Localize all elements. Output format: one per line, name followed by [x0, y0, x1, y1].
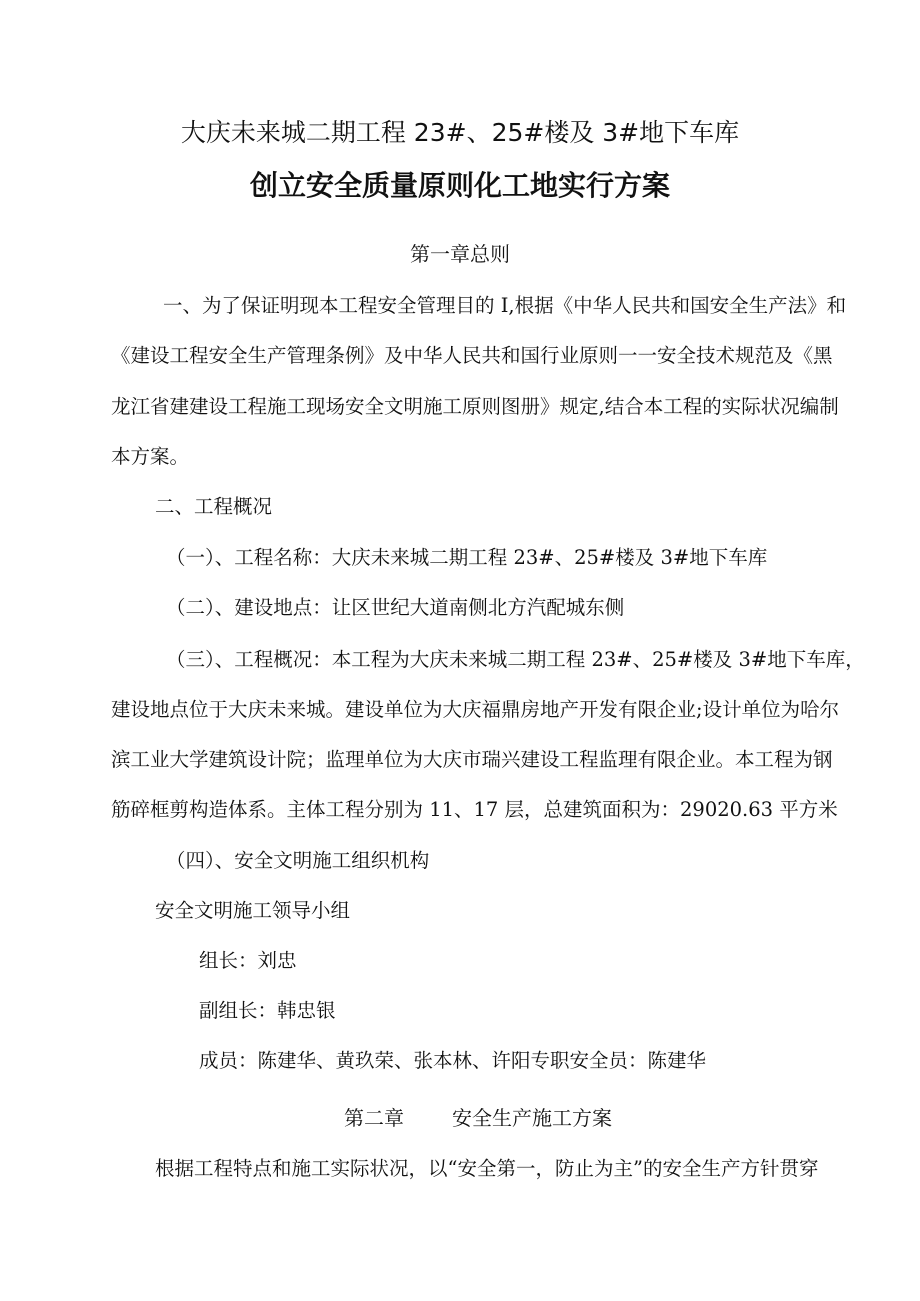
item4-heading: （四）、安全文明施工组织机构	[166, 849, 430, 872]
para1-line3: 龙江省建建设工程施工现场安全文明施工原则图册》规定,结合本工程的实际状况编制	[111, 395, 839, 418]
document-title-line2: 创立安全质量原则化工地实行方案	[249, 169, 670, 202]
item3-line4: 筋碎框剪构造体系。主体工程分别为 11、17 层，总建筑面积为：29020.63 平方米	[111, 798, 838, 821]
item2-location: （二）、建设地点：让区世纪大道南侧北方汽配城东侧	[166, 596, 625, 619]
chapter2-heading	[344, 1105, 612, 1131]
para1-line4: 本方案。	[111, 445, 190, 468]
section2-heading: 二、工程概况	[155, 495, 273, 518]
item3-line1: （三）、工程概况：本工程为大庆未来城二期工程 23#、25#楼及 3#地下车库，	[166, 648, 865, 671]
group-title: 安全文明施工领导小组	[155, 899, 351, 922]
item3-line2: 建设地点位于大庆未来城。建设单位为大庆福鼎房地产开发有限企业;设计单位为哈尔	[111, 698, 840, 721]
item3-line3: 滨工业大学建筑设计院；监理单位为大庆市瑞兴建设工程监理有限企业。本工程为钢	[111, 748, 833, 771]
para1-line1: 一、为了保证明现本工程安全管理目的 I,根据《中华人民共和国安全生产法》和	[163, 294, 847, 317]
chapter2-para-line1: 根据工程特点和施工实际状况，以“安全第一，防止为主”的安全生产方针贯穿	[155, 1157, 819, 1180]
chapter2-number: 第二章	[344, 1106, 404, 1130]
deputy-leader: 副组长：韩忠银	[199, 999, 336, 1022]
document-title-line1: 大庆未来城二期工程 23#、25#楼及 3#地下车库	[180, 118, 740, 147]
group-leader: 组长：刘忠	[199, 949, 297, 972]
chapter1-heading: 第一章总则	[410, 242, 510, 266]
para1-line2: 《建设工程安全生产管理条例》及中华人民共和国行业原则一一安全技术规范及《黑	[111, 344, 833, 367]
item1-project-name: （一）、工程名称：大庆未来城二期工程 23#、25#楼及 3#地下车库	[166, 546, 768, 569]
chapter2-title: 安全生产施工方案	[452, 1106, 612, 1130]
group-members: 成员：陈建华、黄玖荣、张本林、许阳专职安全员：陈建华	[199, 1049, 707, 1072]
